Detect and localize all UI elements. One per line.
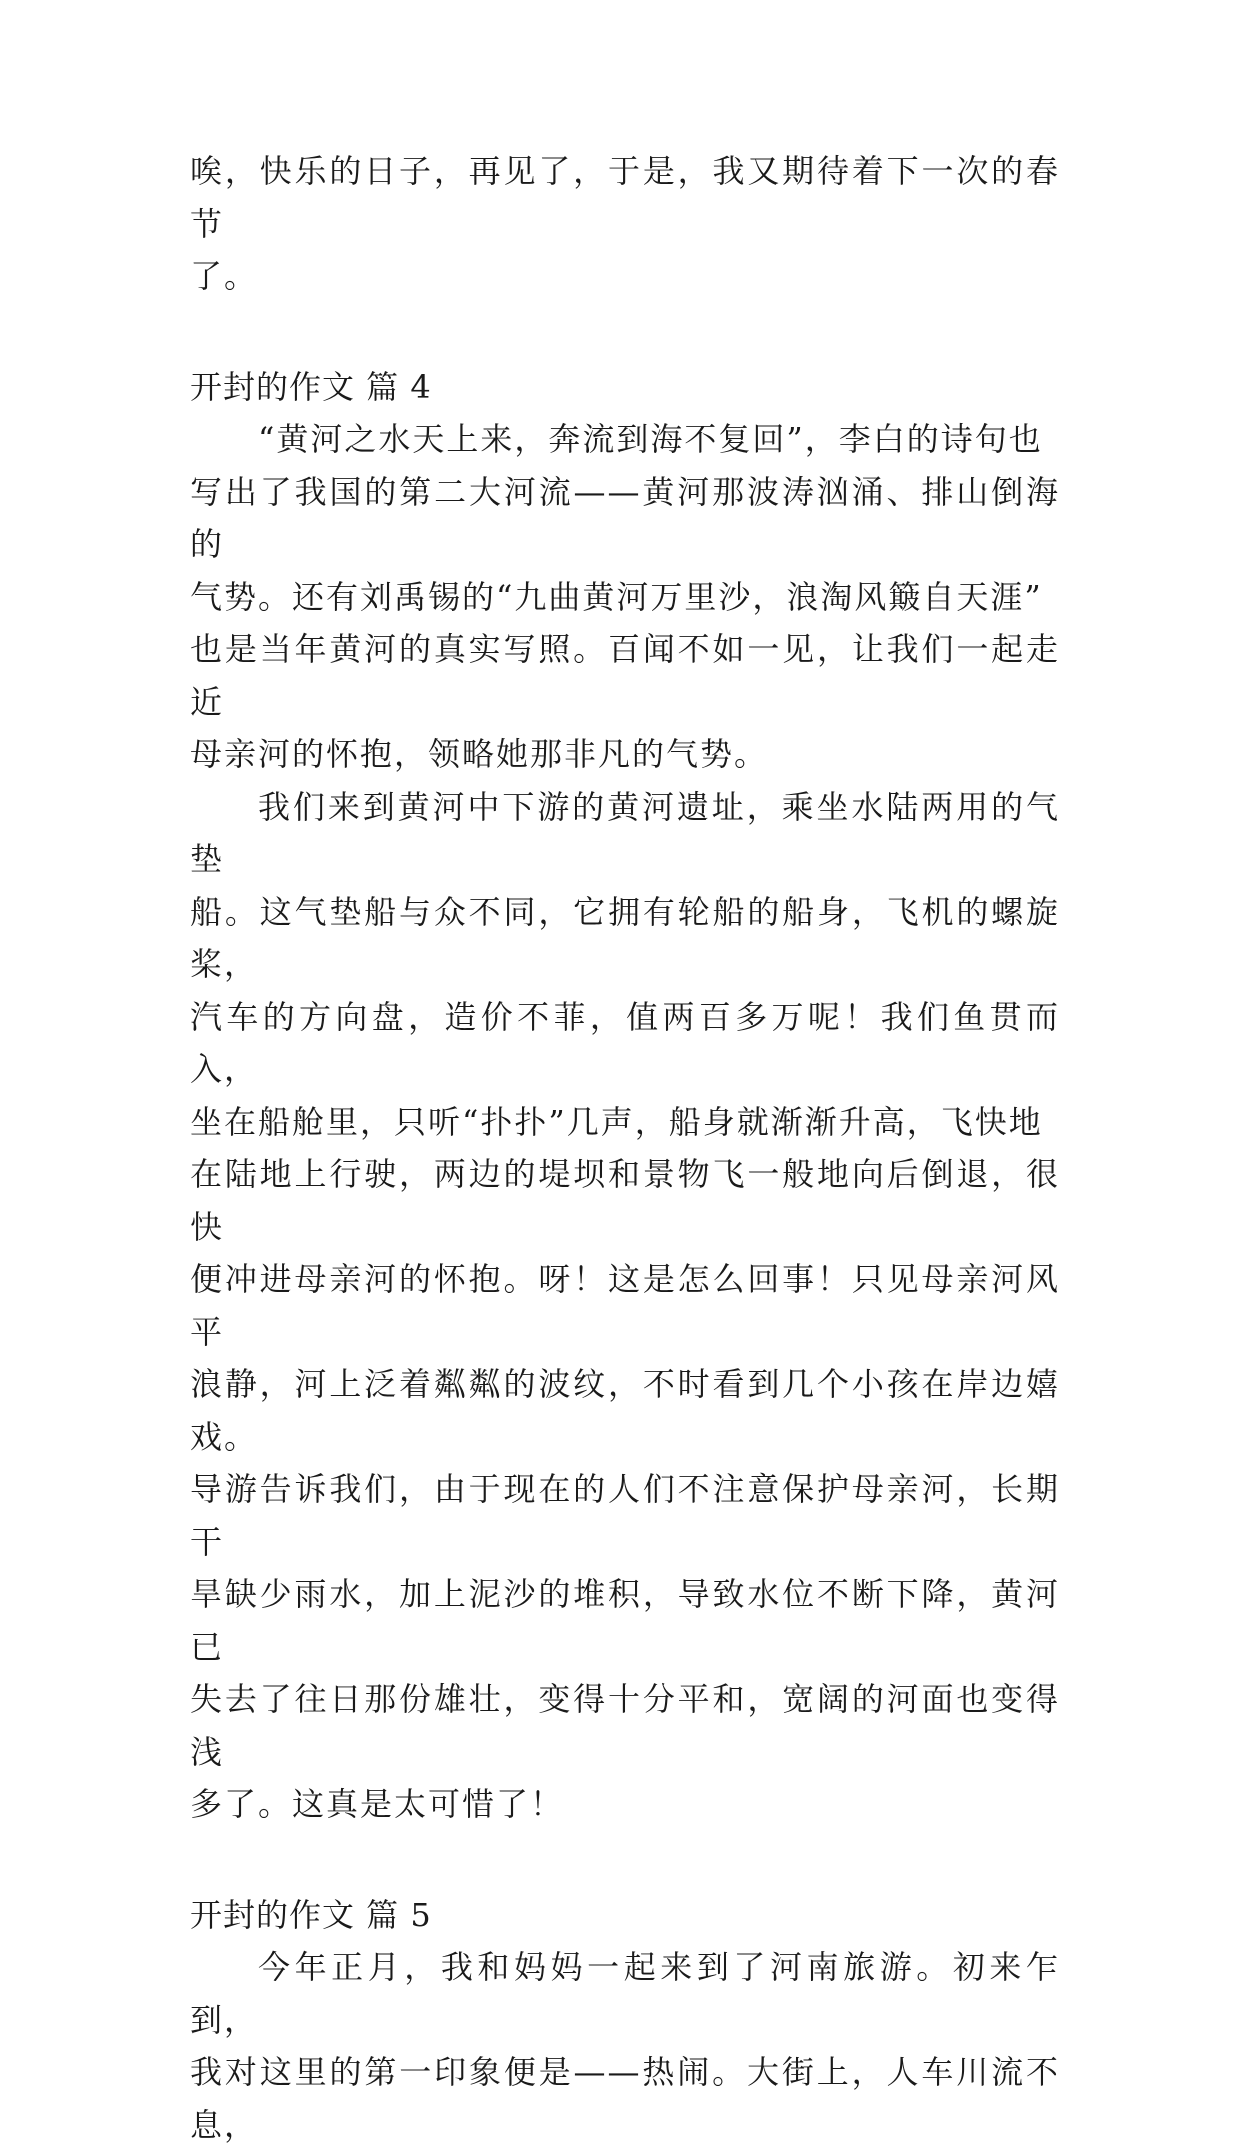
- text-line: 便冲进母亲河的怀抱。呀！这是怎么回事！只见母亲河风平: [190, 1253, 1060, 1358]
- section-heading: 开封的作文 篇 4: [190, 361, 1060, 414]
- section-article-5: [190, 1889, 1060, 2151]
- text-line: 我们来到黄河中下游的黄河遗址，乘坐水陆两用的气垫: [190, 781, 1060, 886]
- text-line: 汽车的方向盘，造价不菲，值两百多万呢！我们鱼贯而入，: [190, 991, 1060, 1096]
- text-line: 写出了我国的第二大河流——黄河那波涛汹涌、排山倒海的: [190, 466, 1060, 571]
- section-article-4: [190, 361, 1060, 1831]
- text-line: 我对这里的第一印象便是——热闹。大街上，人车川流不息，: [190, 2046, 1060, 2151]
- text-line: 多了。这真是太可惜了！: [190, 1778, 1060, 1831]
- text-line: 了。: [190, 250, 1060, 303]
- text-line: 唉，快乐的日子，再见了，于是，我又期待着下一次的春节: [190, 145, 1060, 250]
- paragraph: [190, 781, 1060, 1831]
- text-line: 也是当年黄河的真实写照。百闻不如一见，让我们一起走近: [190, 623, 1060, 728]
- paragraph: [190, 413, 1060, 781]
- text-line: 失去了往日那份雄壮，变得十分平和，宽阔的河面也变得浅: [190, 1673, 1060, 1778]
- text-line: 旱缺少雨水，加上泥沙的堆积，导致水位不断下降，黄河已: [190, 1568, 1060, 1673]
- section-heading: 开封的作文 篇 5: [190, 1889, 1060, 1942]
- text-line: 今年正月，我和妈妈一起来到了河南旅游。初来乍到，: [190, 1941, 1060, 2046]
- text-line: “黄河之水天上来，奔流到海不复回”，李白的诗句也: [190, 413, 1060, 466]
- text-line: 导游告诉我们，由于现在的人们不注意保护母亲河，长期干: [190, 1463, 1060, 1568]
- text-line: 浪静，河上泛着粼粼的波纹，不时看到几个小孩在岸边嬉戏。: [190, 1358, 1060, 1463]
- text-line: 船。这气垫船与众不同，它拥有轮船的船身，飞机的螺旋桨，: [190, 886, 1060, 991]
- section-gap: [190, 303, 1060, 361]
- opening-paragraph: [190, 145, 1060, 303]
- text-line: 坐在船舱里，只听“扑扑”几声，船身就渐渐升高，飞快地: [190, 1096, 1060, 1149]
- section-gap: [190, 1831, 1060, 1889]
- paragraph: [190, 1941, 1060, 2151]
- text-line: 气势。还有刘禹锡的“九曲黄河万里沙，浪淘风簸自天涯”: [190, 571, 1060, 624]
- text-line: 在陆地上行驶，两边的堤坝和景物飞一般地向后倒退，很快: [190, 1148, 1060, 1253]
- document-page: [190, 145, 1060, 2151]
- text-line: 母亲河的怀抱，领略她那非凡的气势。: [190, 728, 1060, 781]
